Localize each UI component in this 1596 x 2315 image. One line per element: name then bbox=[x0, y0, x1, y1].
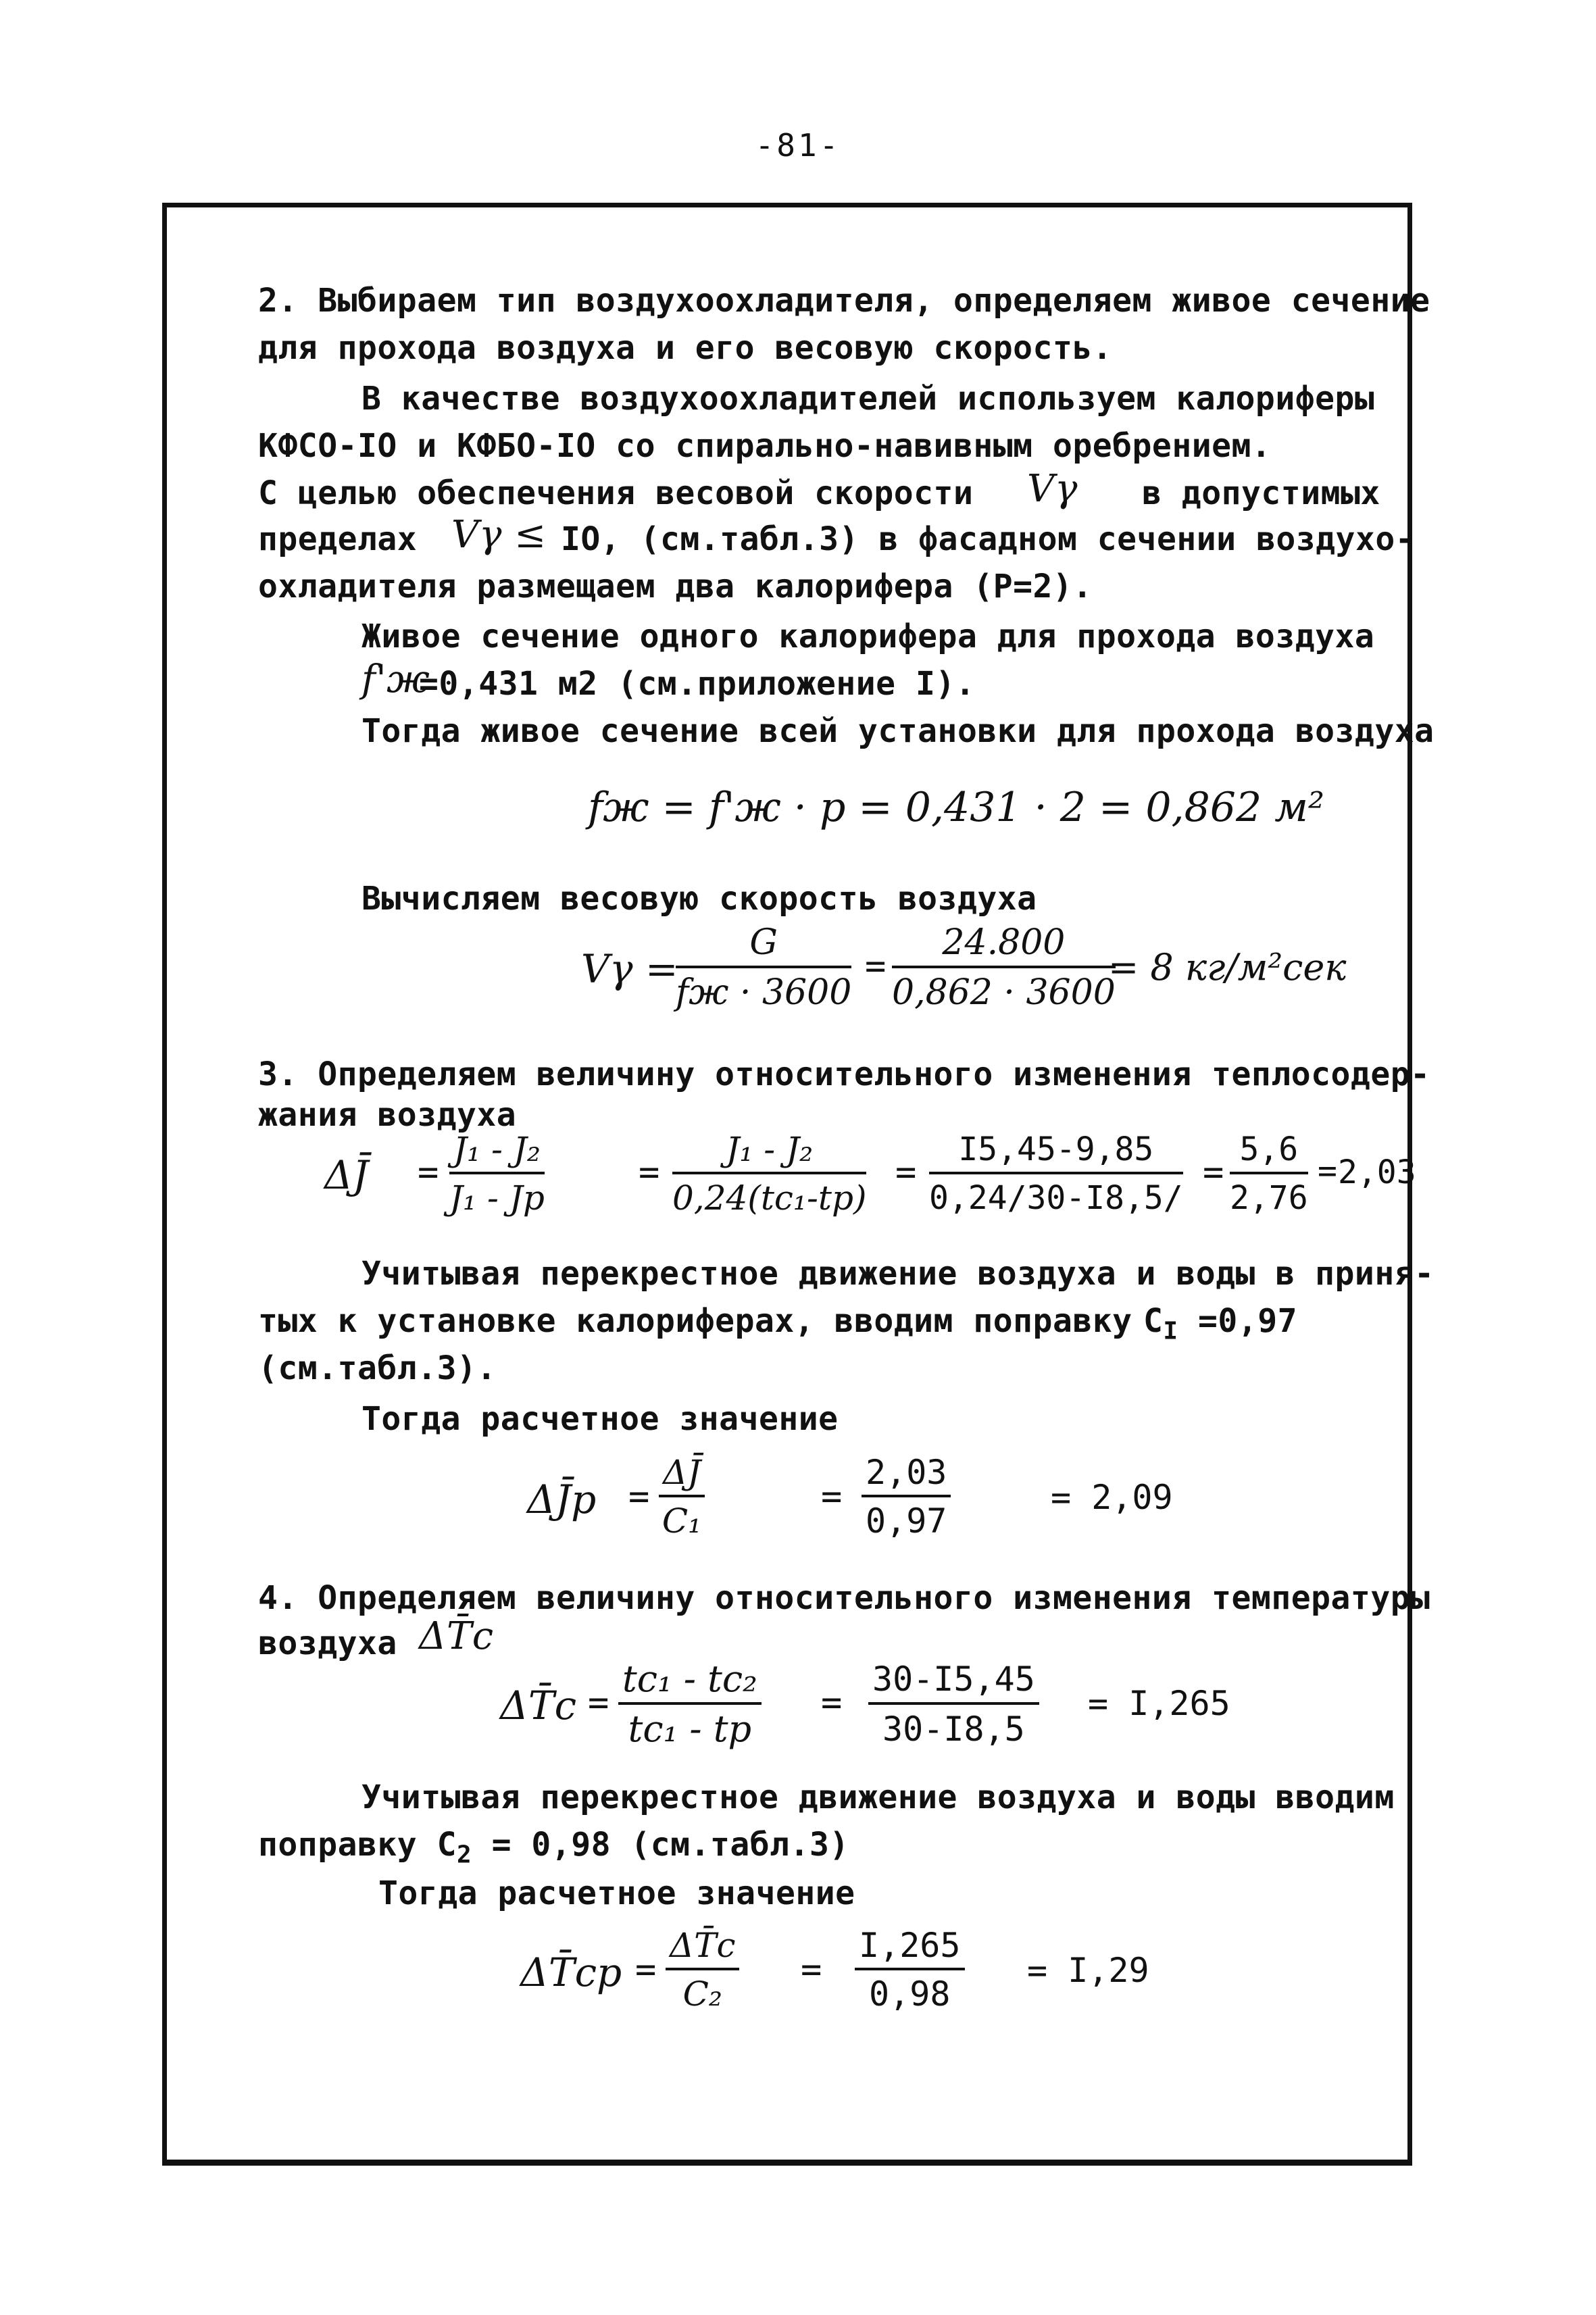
section2-line5a: С целью обеспечения весовой скорости bbox=[258, 474, 974, 512]
dtcp-result: = I,29 bbox=[1027, 1951, 1149, 1990]
section4-line2a: воздуха bbox=[258, 1624, 397, 1662]
dtc-num2: 30-I5,45 bbox=[868, 1659, 1039, 1705]
djp-den2: 0,97 bbox=[866, 1501, 947, 1541]
section2-line3: В качестве воздухоохладителей используем калориферы bbox=[361, 380, 1375, 418]
djp-num1: ΔJ̄ bbox=[659, 1453, 705, 1497]
dj-eq3: = bbox=[895, 1152, 917, 1193]
section3-line1: 3. Определяем величину относительного изменения теплосодер- bbox=[258, 1055, 1430, 1093]
c1-value: =0,97 bbox=[1198, 1302, 1297, 1340]
dtcp-num1: ΔT̄c bbox=[666, 1926, 739, 1970]
djp-num2: 2,03 bbox=[862, 1453, 951, 1497]
section4-line4a: поправку bbox=[258, 1826, 418, 1864]
dj-den2: 0,24(tc₁-tр) bbox=[672, 1178, 867, 1218]
dj-fraction-1 bbox=[449, 1130, 545, 1218]
section4-line3: Учитывая перекрестное движение воздуха и воды вводим bbox=[361, 1778, 1395, 1816]
page-number: -81- bbox=[755, 127, 841, 164]
djp-eq1: = bbox=[628, 1476, 650, 1517]
section3-line4: тых к установке калориферах, вводим поправку bbox=[258, 1302, 1132, 1340]
section2-line9: =0,431 м2 (см.приложение I). bbox=[419, 665, 976, 703]
section3-line5: (см.табл.3). bbox=[258, 1349, 497, 1387]
c2-correction bbox=[258, 1824, 849, 1876]
vg-den1: fж · 3600 bbox=[676, 972, 852, 1013]
vg-num1: G bbox=[676, 922, 851, 968]
dj-num1: J₁ - J₂ bbox=[449, 1130, 545, 1174]
dj-den1: J₁ - Jр bbox=[449, 1178, 545, 1218]
dtc-den1: tc₁ - tр bbox=[628, 1708, 752, 1750]
dtc-den2: 30-I8,5 bbox=[882, 1710, 1025, 1749]
dtcp-eq1: = bbox=[635, 1949, 657, 1990]
c1-sub: I bbox=[1163, 1317, 1178, 1345]
section2-line5b: в допустимых bbox=[1142, 474, 1380, 512]
dj-lhs: ΔJ̄ bbox=[324, 1152, 369, 1198]
c2-label: C bbox=[437, 1826, 457, 1864]
free-area-formula: fж = f'ж · р = 0,431 · 2 = 0,862 м² bbox=[588, 784, 1324, 831]
dj-num4: 5,6 bbox=[1230, 1130, 1308, 1174]
vg-den2: 0,862 · 3600 bbox=[892, 972, 1116, 1013]
dj-den4: 2,76 bbox=[1230, 1179, 1308, 1217]
section2-line10: Тогда живое сечение всей установки для прохода воздуха bbox=[361, 712, 1435, 750]
dtcp-den2: 0,98 bbox=[869, 1974, 951, 2014]
djp-eq2: = bbox=[821, 1476, 843, 1517]
djp-fraction-2 bbox=[862, 1453, 951, 1541]
dtc-fraction-1 bbox=[618, 1659, 762, 1749]
dtc-eq1: = bbox=[588, 1683, 609, 1723]
dj-eq5: = bbox=[1318, 1152, 1337, 1190]
free-area-symbol: f'ж bbox=[361, 657, 430, 701]
section2-line2: для прохода воздуха и его весовую скорость. bbox=[258, 329, 1113, 367]
vg-fraction-2 bbox=[892, 922, 1116, 1013]
vg-lhs: Vγ = bbox=[581, 946, 678, 992]
section3-line3: Учитывая перекрестное движение воздуха и воды в приня- bbox=[361, 1255, 1435, 1293]
dtcp-den1: C₂ bbox=[682, 1974, 722, 2014]
dj-fraction-3 bbox=[929, 1130, 1183, 1218]
section3-line2: жания воздуха bbox=[258, 1096, 517, 1134]
djp-den1: C₁ bbox=[662, 1501, 702, 1541]
section4-line4b: = 0,98 (см.табл.3) bbox=[491, 1826, 849, 1864]
section2-line8: Живое сечение одного калорифера для прохода воздуха bbox=[361, 618, 1375, 655]
dj-den3: 0,24/30-I8,5/ bbox=[929, 1179, 1183, 1217]
dtcp-eq2: = bbox=[801, 1949, 822, 1990]
dtc-eq2: = bbox=[821, 1683, 843, 1723]
dtcp-num2: I,265 bbox=[855, 1926, 965, 1970]
section4-line5: Тогда расчетное значение bbox=[378, 1874, 855, 1912]
vg-equals: = bbox=[865, 946, 887, 987]
section4-line1: 4. Определяем величину относительного изменения температуры bbox=[258, 1579, 1430, 1617]
dj-eq2: = bbox=[639, 1152, 660, 1193]
djp-fraction-1 bbox=[659, 1453, 705, 1541]
section2-line6b: IO, (см.табл.3) в фасадном сечении воздухо- bbox=[561, 520, 1416, 558]
dj-eq1: = bbox=[418, 1152, 439, 1193]
dj-num2: J₁ - J₂ bbox=[672, 1130, 866, 1174]
vg-fraction-1 bbox=[676, 922, 851, 1013]
djp-lhs: ΔJ̄р bbox=[527, 1476, 597, 1522]
weight-velocity-limit-symbol: Vγ ≤ bbox=[451, 513, 547, 557]
dtcp-fraction-2 bbox=[855, 1926, 965, 2014]
section2-line1: 2. Выбираем тип воздухоохладителя, определяем живое сечение bbox=[258, 282, 1430, 320]
dtc-lhs: ΔT̄c bbox=[500, 1683, 577, 1728]
dj-fraction-2 bbox=[672, 1130, 866, 1218]
c1-label: C bbox=[1143, 1302, 1164, 1340]
section2-line11: Вычисляем весовую скорость воздуха bbox=[361, 880, 1037, 918]
dtc-symbol-inline: ΔT̄c bbox=[419, 1614, 494, 1658]
dtc-num1: tc₁ - tc₂ bbox=[618, 1659, 762, 1705]
c2-sub: 2 bbox=[457, 1841, 472, 1869]
c1-correction bbox=[1143, 1301, 1297, 1352]
vg-result: = 8 кг/м²сек bbox=[1108, 946, 1347, 989]
dtc-result: = I,265 bbox=[1088, 1684, 1230, 1723]
section2-line6a: пределах bbox=[258, 520, 418, 558]
dtcp-fraction-1 bbox=[666, 1926, 739, 2014]
vg-num2: 24.800 bbox=[892, 922, 1116, 968]
dj-num3: I5,45-9,85 bbox=[929, 1130, 1183, 1174]
dtc-fraction-2 bbox=[868, 1659, 1039, 1749]
weight-velocity-symbol: Vγ bbox=[1027, 467, 1078, 511]
djp-result: = 2,09 bbox=[1051, 1478, 1173, 1517]
section2-line4: КФСО-IO и КФБО-IO со спирально-навивным оребрением. bbox=[258, 427, 1272, 465]
section2-line7: охладителя размещаем два калорифера (Р=2). bbox=[258, 568, 1093, 605]
dj-fraction-4 bbox=[1230, 1130, 1308, 1218]
dj-result: 2,03 bbox=[1338, 1153, 1416, 1191]
dtcp-lhs: ΔT̄cр bbox=[520, 1949, 622, 1995]
dj-eq4: = bbox=[1203, 1152, 1224, 1193]
section3-line6: Тогда расчетное значение bbox=[361, 1400, 839, 1438]
